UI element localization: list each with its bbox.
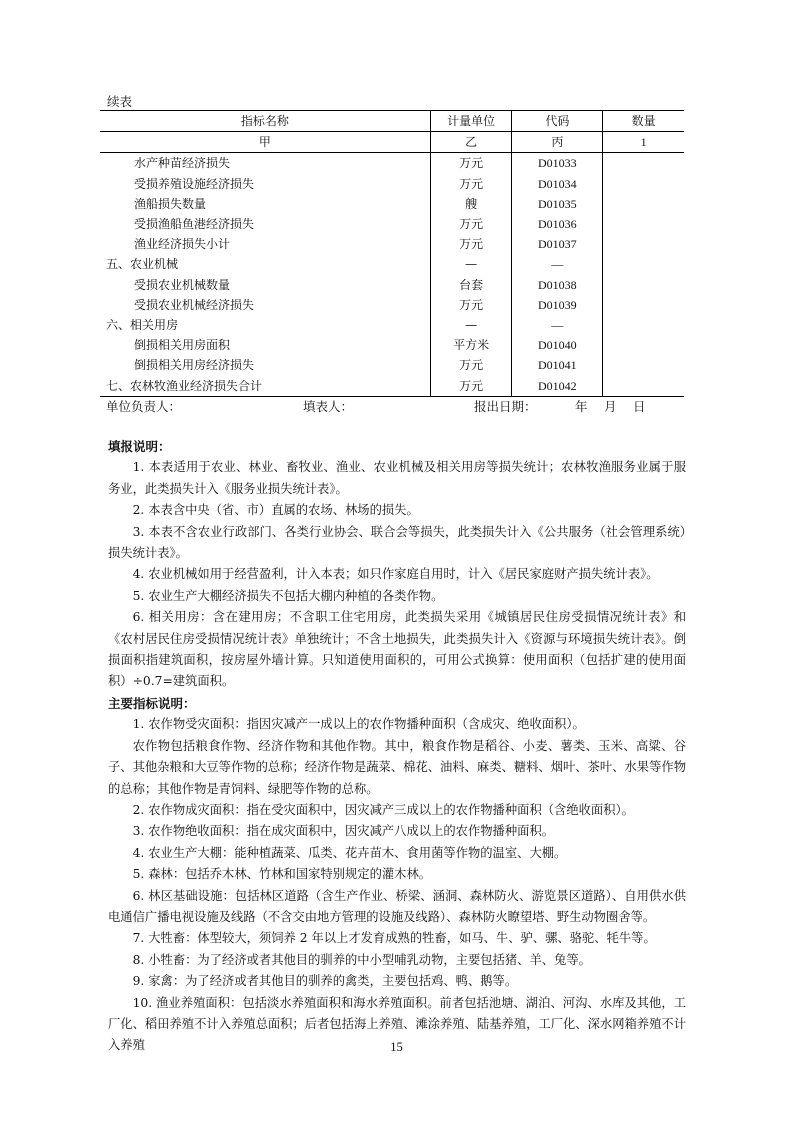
table-row	[100, 153, 684, 174]
indicator-note-paragraph: 5. 森林：包括乔木林、竹林和国家特别规定的灌木林。	[132, 867, 432, 882]
indicator-note-paragraph: 农作物包括粮食作物、经济作物和其他作物。其中，粮食作物是稻谷、小麦、薯类、玉米、高粱、谷子、其他杂粮和大豆等作物的总称；经济作物是蔬菜、棉花、油料、麻类、糖料、烟叶、茶叶、水果等作物的总称；其他作物是青饲料、绿肥等作物的总称。	[108, 738, 686, 796]
fill-instruction-paragraph: 5. 农业生产大棚经济损失不包括大棚内种植的各类作物。	[132, 588, 444, 603]
indicator-notes-heading: 主要指标说明：	[108, 695, 196, 711]
year-label: 年	[575, 399, 588, 414]
indicator-note-paragraph: 8. 小牲畜：为了经济或者其他目的驯养的中小型哺乳动物，主要包括猪、羊、兔等。	[132, 952, 591, 967]
table-row	[100, 335, 684, 355]
row-unit: 平方米	[430, 335, 512, 355]
row-code: D01040	[512, 335, 603, 355]
row-code: D01039	[512, 295, 603, 315]
row-name: 七、农林牧渔业经济损失合计	[100, 375, 430, 396]
day-label: 日	[633, 399, 646, 414]
row-code: D01035	[512, 194, 603, 214]
table-row	[100, 355, 684, 375]
row-code: —	[512, 315, 603, 335]
row-quantity	[603, 315, 684, 335]
row-quantity	[603, 234, 684, 254]
fill-instruction-paragraph: 2. 本表含中央（省、市）直属的农场、林场的损失。	[132, 503, 419, 518]
row-quantity	[603, 174, 684, 194]
table-row	[100, 234, 684, 254]
row-quantity	[603, 275, 684, 295]
table-row	[100, 254, 684, 274]
table-body	[100, 153, 684, 396]
row-code: D01033	[512, 153, 603, 174]
fill-instruction-paragraph: 3. 本表不含农业行政部门、各类行业协会、联合会等损失，此类损失计入《公共服务（社会管理系统）损失统计表》。	[108, 524, 686, 561]
row-unit: 万元	[430, 295, 512, 315]
header-code: 代码	[512, 111, 603, 132]
row-code: D01042	[512, 375, 603, 396]
indicator-note-paragraph: 6. 林区基础设施：包括林区道路（含生产作业、桥梁、涵洞、森林防火、游览景区道路）、自用供水供电通信广播电视设施及线路（不含交由地方管理的设施及线路）、森林防火瞭望塔、野生动物圈舍等。	[108, 888, 686, 924]
row-name: 六、相关用房	[106, 317, 179, 332]
row-unit: 万元	[430, 375, 512, 396]
table-row	[100, 174, 684, 194]
table-subheader-row	[100, 132, 684, 153]
row-quantity	[603, 355, 684, 375]
unit-head-label: 单位负责人：	[106, 399, 182, 414]
subheader-quantity: 1	[603, 132, 684, 153]
row-quantity	[603, 194, 684, 214]
row-unit: 万元	[430, 214, 512, 234]
table-row	[100, 275, 684, 295]
row-unit: 艘	[430, 194, 512, 214]
row-quantity	[603, 375, 684, 396]
row-name: 倒损相关用房面积	[134, 338, 231, 353]
statistics-table	[100, 110, 684, 397]
row-quantity	[603, 335, 684, 355]
row-unit: 台套	[430, 275, 512, 295]
row-code: D01041	[512, 355, 603, 375]
subheader-unit: 乙	[430, 132, 512, 153]
row-code: D01038	[512, 275, 603, 295]
header-unit: 计量单位	[430, 111, 512, 132]
indicator-note-paragraph: 3. 农作物绝收面积：指在成灾面积中，因灾减产八成以上的农作物播种面积。	[132, 824, 555, 839]
table-header-row	[100, 111, 684, 132]
row-code: D01036	[512, 214, 603, 234]
row-unit: —	[430, 254, 512, 274]
row-name: 受损养殖设施经济损失	[134, 176, 255, 191]
row-code: D01034	[512, 174, 603, 194]
page-number: 15	[390, 1040, 403, 1054]
indicator-note-paragraph: 2. 农作物成灾面积：指在受灾面积中，因灾减产三成以上的农作物播种面积（含绝收面积）。	[132, 802, 634, 817]
subheader-name: 甲	[100, 132, 430, 153]
row-unit: 万元	[430, 234, 512, 254]
row-quantity	[603, 254, 684, 274]
row-name: 渔船损失数量	[134, 196, 207, 211]
indicator-note-paragraph: 10. 渔业养殖面积：包括淡水养殖面积和海水养殖面积。前者包括池塘、湖泊、河沟、水库及其他，工厂化、稻田养殖不计入养殖总面积；后者包括海上养殖、滩涂养殖、陆基养殖，工厂化、深水网箱养殖不计入养殖	[108, 995, 686, 1053]
fill-instructions-list	[108, 457, 686, 692]
row-unit: 万元	[430, 355, 512, 375]
indicator-note-paragraph: 4. 农业生产大棚：能种植蔬菜、瓜类、花卉苗木、食用菌等作物的温室、大棚。	[132, 845, 567, 860]
row-quantity	[603, 295, 684, 315]
header-indicator-name: 指标名称	[100, 111, 430, 132]
report-date-label: 报出日期：	[474, 399, 537, 414]
table-row	[100, 194, 684, 214]
subheader-code: 丙	[512, 132, 603, 153]
instructions-section	[108, 436, 686, 1057]
table-row	[100, 375, 684, 396]
fill-instruction-paragraph: 1. 本表适用于农业、林业、畜牧业、渔业、农业机械及相关用房等损失统计；农林牧渔服务业属于服务业，此类损失计入《服务业损失统计表》。	[108, 460, 686, 496]
fill-instructions-heading: 填报说明：	[108, 439, 171, 454]
row-name: 倒损相关用房经济损失	[134, 358, 255, 373]
row-code: —	[512, 254, 603, 274]
row-quantity	[603, 214, 684, 234]
row-name: 渔业经济损失小计	[134, 237, 231, 252]
row-unit: —	[430, 315, 512, 335]
indicator-note-paragraph: 7. 大牲畜：体型较大，须饲养 2 年以上才发育成熟的牲畜，如马、牛、驴、骡、骆驼、牦牛等。	[132, 931, 656, 946]
row-quantity	[603, 153, 684, 174]
row-name: 水产种苗经济损失	[134, 156, 231, 171]
indicator-note-paragraph: 1. 农作物受灾面积：指因灾减产一成以上的农作物播种面积（含成灾、绝收面积）。	[132, 717, 585, 732]
row-code: D01037	[512, 234, 603, 254]
indicator-notes-list	[108, 714, 686, 1057]
row-name: 五、农业机械	[106, 257, 179, 272]
table-row	[100, 214, 684, 234]
fill-instruction-paragraph: 4. 农业机械如用于经营盈利，计入本表；如只作家庭自用时，计入《居民家庭财产损失统计表》。	[132, 567, 659, 582]
row-unit: 万元	[430, 153, 512, 174]
continued-label: 续表	[107, 94, 133, 109]
header-quantity: 数量	[603, 111, 684, 132]
row-name: 受损农业机械经济损失	[134, 297, 255, 312]
table-row	[100, 315, 684, 335]
fill-instruction-paragraph: 6. 相关用房：含在建用房；不含职工住宅用房，此类损失采用《城镇居民住房受损情况统计表》和《农村居民住房受损情况统计表》单独统计；不含土地损失，此类损失计入《资源与环境损失统计表》。倒损面积指建筑面积，按房屋外墙计算。只知道使用面积的，可用公式换算：使用面积（包括扩建的使用面积）÷0.7=建筑面积。	[108, 610, 686, 689]
table-row	[100, 295, 684, 315]
row-name: 受损农业机械数量	[134, 277, 231, 292]
filler-label: 填表人：	[303, 399, 354, 414]
row-unit: 万元	[430, 174, 512, 194]
indicator-note-paragraph: 9. 家禽：为了经济或者其他目的驯养的禽类，主要包括鸡、鸭、鹅等。	[132, 974, 518, 989]
row-name: 受损渔船鱼港经济损失	[134, 217, 255, 232]
month-label: 月	[604, 399, 617, 414]
